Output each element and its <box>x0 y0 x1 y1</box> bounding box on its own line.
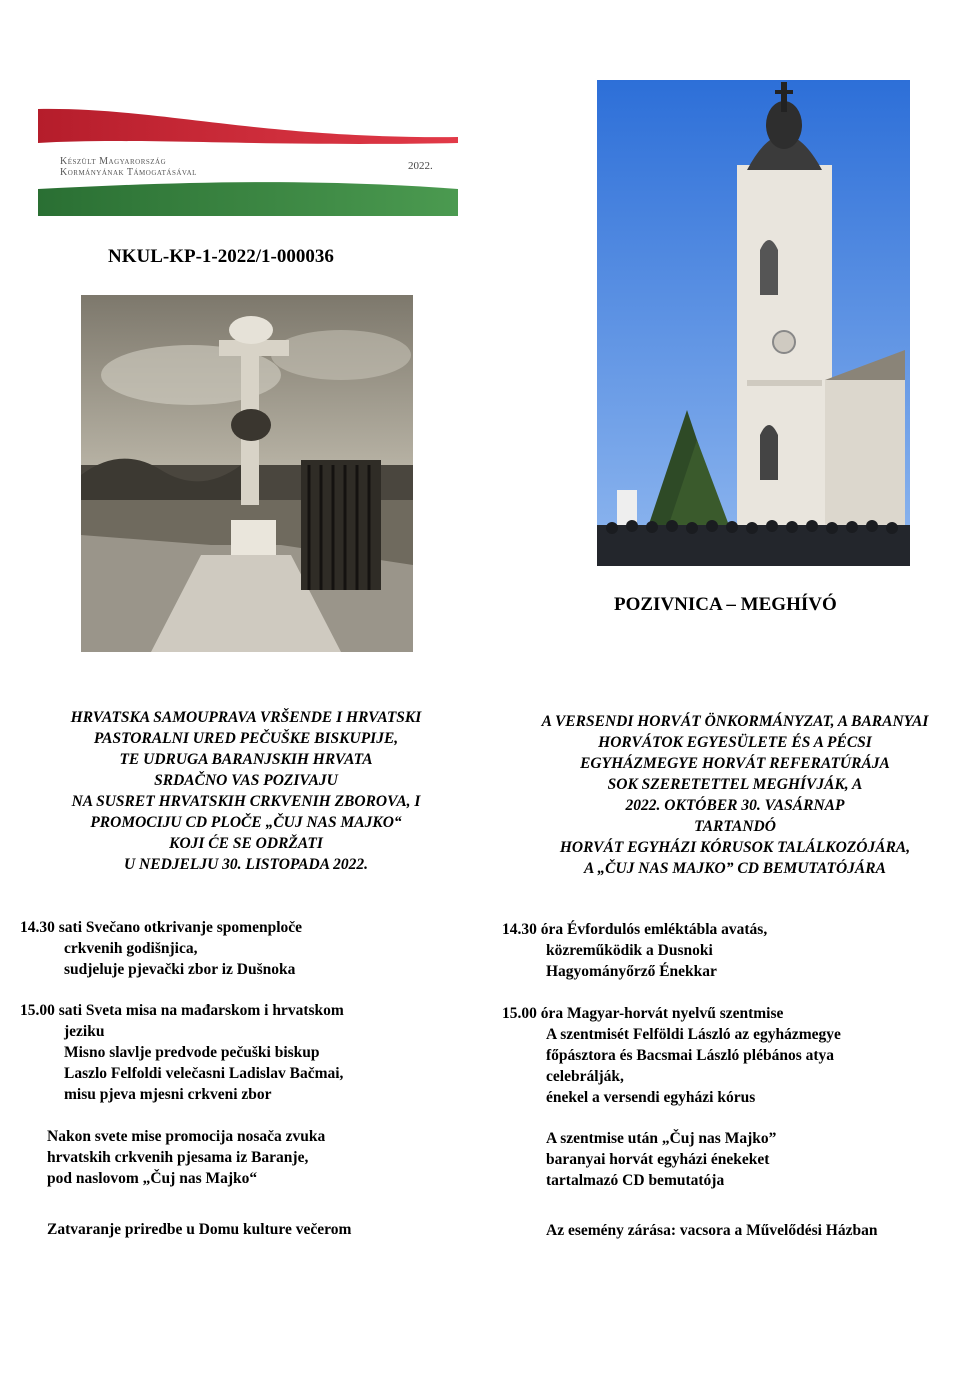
intro-line: A VERSENDI HORVÁT ÖNKORMÁNYZAT, A BARANYAI <box>541 713 929 730</box>
historic-cross-photo <box>81 295 413 652</box>
item-line: közreműködik a Dusnoki <box>546 942 713 959</box>
item-line: Nakon svete mise promocija nosača zvuka <box>47 1128 326 1145</box>
hungarian-item-1 <box>502 919 972 982</box>
item-line: A szentmisét Felföldi László az egyházmegye <box>546 1026 841 1043</box>
hungarian-closing: Az esemény zárása: vacsora a Művelődési Házban <box>546 1222 878 1239</box>
item-line: misu pjeva mjesni crkveni zbor <box>64 1086 272 1103</box>
intro-line: A „ČUJ NAS MAJKO” CD BEMUTATÓJÁRA <box>584 860 886 877</box>
intro-line: NA SUSRET HRVATSKIH CRKVENIH ZBOROVA, I <box>71 793 421 810</box>
banner-text-line2: Kormányának Támogatásával <box>60 167 197 178</box>
intro-line: HORVÁTOK EGYESÜLETE ÉS A PÉCSI <box>598 734 872 751</box>
intro-line: EGYHÁZMEGYE HORVÁT REFERATÚRÁJA <box>580 755 890 772</box>
item-heading: 14.30 óra Évfordulós emléktábla avatás, <box>502 921 768 938</box>
project-code: NKUL-KP-1-2022/1-000036 <box>108 246 334 267</box>
hungarian-intro <box>498 711 972 879</box>
hungarian-item-2 <box>502 1003 972 1108</box>
intro-line: SOK SZERETETTEL MEGHÍVJÁK, A <box>607 776 863 793</box>
item-line: Hagyományőrző Énekkar <box>546 963 717 980</box>
croatian-closing: Zatvaranje priredbe u Domu kulture večerom <box>47 1221 352 1238</box>
croatian-item-1 <box>20 917 480 980</box>
croatian-after-mass <box>47 1126 487 1189</box>
croatian-intro <box>30 707 462 875</box>
croatian-item-2 <box>20 1000 480 1105</box>
intro-line: TARTANDÓ <box>694 818 776 835</box>
intro-line: PASTORALNI URED PEČUŠKE BISKUPIJE, <box>93 730 399 747</box>
item-heading: 15.00 óra Magyar-horvát nyelvű szentmise <box>502 1005 784 1022</box>
item-line: főpásztora és Bacsmai László plébános atya <box>546 1047 835 1064</box>
item-line: Misno slavlje predvode pečuški biskup <box>64 1044 320 1061</box>
item-line: crkvenih godišnjica, <box>64 940 198 957</box>
item-line: énekel a versendi egyházi kórus <box>546 1089 756 1106</box>
banner-text-line1: Készült Magyarország <box>60 156 167 167</box>
item-line: hrvatskih crkvenih pjesama iz Baranje, <box>47 1149 309 1166</box>
item-line: pod naslovom „Čuj nas Majko“ <box>47 1170 258 1187</box>
item-line: Laszlo Felfoldi velečasni Ladislav Bačmai, <box>64 1065 344 1082</box>
item-line: baranyai horvát egyházi énekeket <box>546 1151 770 1168</box>
item-heading: 15.00 sati Sveta misa na mađarskom i hrvatskom <box>20 1002 344 1019</box>
intro-line: U NEDJELJU 30. LISTOPADA 2022. <box>123 856 368 873</box>
church-photo <box>597 80 910 566</box>
item-heading: 14.30 sati Svečano otkrivanje spomenploče <box>20 919 303 936</box>
banner-year: 2022. <box>408 160 433 172</box>
item-line: A szentmise után „Čuj nas Majko” <box>546 1130 777 1147</box>
item-line: jeziku <box>64 1023 105 1040</box>
intro-line: TE UDRUGA BARANJSKIH HRVATA <box>119 751 373 768</box>
intro-line: 2022. OKTÓBER 30. VASÁRNAP <box>625 797 845 814</box>
intro-line: HORVÁT EGYHÁZI KÓRUSOK TALÁLKOZÓJÁRA, <box>559 839 911 856</box>
intro-line: KOJI ĆE SE ODRŽATI <box>169 835 323 852</box>
intro-line: SRDAČNO VAS POZIVAJU <box>154 772 338 789</box>
hungarian-after-mass <box>546 1128 966 1191</box>
intro-line: PROMOCIJU CD PLOČE „ČUJ NAS MAJKO“ <box>90 814 402 831</box>
government-support-banner <box>38 103 458 216</box>
item-line: celebrálják, <box>546 1068 624 1085</box>
item-line: tartalmazó CD bemutatója <box>546 1172 725 1189</box>
invitation-title: POZIVNICA – MEGHÍVÓ <box>614 594 837 615</box>
item-line: sudjeluje pjevački zbor iz Dušnoka <box>64 961 296 978</box>
intro-line: HRVATSKA SAMOUPRAVA VRŠENDE I HRVATSKI <box>70 709 422 726</box>
